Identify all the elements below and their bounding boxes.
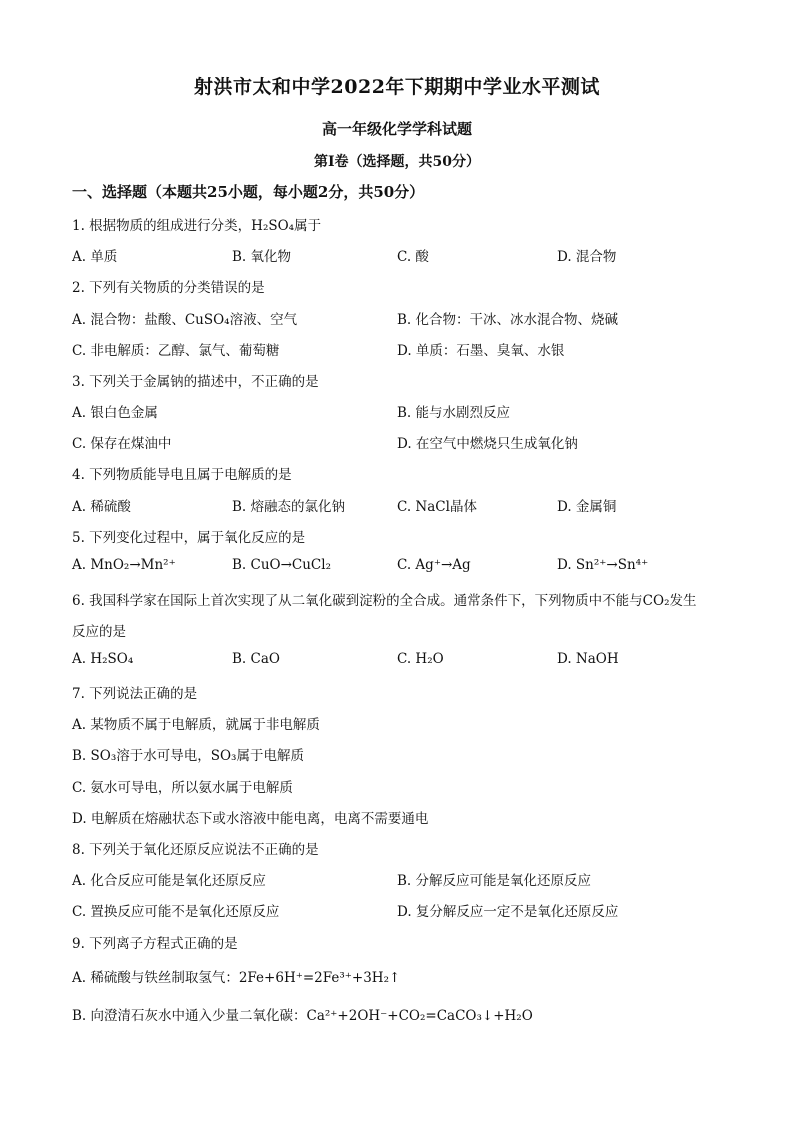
exam-subtitle: 高一年级化学学科试题 bbox=[321, 120, 472, 138]
option-a: A. 银白色金属 bbox=[72, 405, 158, 421]
option-c: C. 保存在煤油中 bbox=[72, 436, 172, 452]
option-a: A. 化合反应可能是氧化还原反应 bbox=[72, 873, 266, 889]
option-d: D. 复分解反应一定不是氧化还原反应 bbox=[397, 904, 619, 920]
question-stem: 2. 下列有关物质的分类错误的是 bbox=[72, 280, 265, 296]
option-d: D. 在空气中燃烧只生成氧化钠 bbox=[397, 436, 578, 452]
option-c: C. 酸 bbox=[397, 249, 429, 265]
option-c: C. 氨水可导电，所以氨水属于电解质 bbox=[72, 780, 293, 796]
option-a: A. 稀硫酸与铁丝制取氢气：2Fe+6H⁺=2Fe³⁺+3H₂↑ bbox=[72, 970, 401, 986]
option-d: D. 单质：石墨、臭氧、水银 bbox=[397, 343, 565, 359]
option-c: C. 置换反应可能不是氧化还原反应 bbox=[72, 904, 280, 920]
option-b: B. CaO bbox=[232, 651, 280, 667]
question-stem: 1. 根据物质的组成进行分类，H₂SO₄属于 bbox=[72, 218, 322, 234]
option-d: D. 金属铜 bbox=[557, 499, 617, 515]
question-stem-continued: 反应的是 bbox=[72, 624, 126, 640]
option-d: D. Sn²⁺→Sn⁴⁺ bbox=[557, 557, 649, 573]
option-a: A. MnO₂→Mn²⁺ bbox=[72, 557, 176, 573]
question-stem: 3. 下列关于金属钠的描述中，不正确的是 bbox=[72, 374, 319, 390]
option-a: A. 混合物：盐酸、CuSO₄溶液、空气 bbox=[72, 312, 298, 328]
question-stem: 5. 下列变化过程中，属于氧化反应的是 bbox=[72, 530, 306, 546]
question-stem: 8. 下列关于氧化还原反应说法不正确的是 bbox=[72, 842, 319, 858]
part-heading: 第Ⅰ卷（选择题，共50分） bbox=[313, 154, 481, 170]
option-b: B. 能与水剧烈反应 bbox=[397, 405, 511, 421]
option-b: B. 氧化物 bbox=[232, 249, 292, 265]
option-d: D. NaOH bbox=[557, 651, 619, 667]
option-b: B. CuO→CuCl₂ bbox=[232, 557, 331, 573]
option-c: C. Ag⁺→Ag bbox=[397, 557, 471, 573]
option-b: B. 向澄清石灰水中通入少量二氧化碳：Ca²⁺+2OH⁻+CO₂=CaCO₃↓+H₂O bbox=[72, 1008, 533, 1024]
option-c: C. H₂O bbox=[397, 651, 444, 667]
option-a: A. H₂SO₄ bbox=[72, 651, 134, 667]
option-a: A. 稀硫酸 bbox=[72, 499, 131, 515]
option-b: B. 化合物：干冰、冰水混合物、烧碱 bbox=[397, 312, 619, 328]
question-stem: 7. 下列说法正确的是 bbox=[72, 686, 198, 702]
option-b: B. 熔融态的氯化钠 bbox=[232, 499, 346, 515]
option-a: A. 单质 bbox=[72, 249, 118, 265]
option-c: C. 非电解质：乙醇、氯气、葡萄糖 bbox=[72, 343, 280, 359]
question-stem: 9. 下列离子方程式正确的是 bbox=[72, 936, 238, 952]
exam-title: 射洪市太和中学2022年下期期中学业水平测试 bbox=[194, 76, 600, 98]
option-d: D. 电解质在熔融状态下或水溶液中能电离，电离不需要通电 bbox=[72, 811, 429, 827]
question-stem: 6. 我国科学家在国际上首次实现了从二氧化碳到淀粉的全合成。通常条件下，下列物质中不能与CO₂发生 bbox=[72, 593, 697, 609]
question-stem: 4. 下列物质能导电且属于电解质的是 bbox=[72, 467, 292, 483]
option-b: B. SO₃溶于水可导电，SO₃属于电解质 bbox=[72, 748, 304, 764]
option-a: A. 某物质不属于电解质，就属于非电解质 bbox=[72, 717, 320, 733]
option-d: D. 混合物 bbox=[557, 249, 617, 265]
option-b: B. 分解反应可能是氧化还原反应 bbox=[397, 873, 592, 889]
option-c: C. NaCl晶体 bbox=[397, 499, 477, 515]
section-heading: 一、选择题（本题共25小题，每小题2分，共50分） bbox=[72, 183, 425, 201]
